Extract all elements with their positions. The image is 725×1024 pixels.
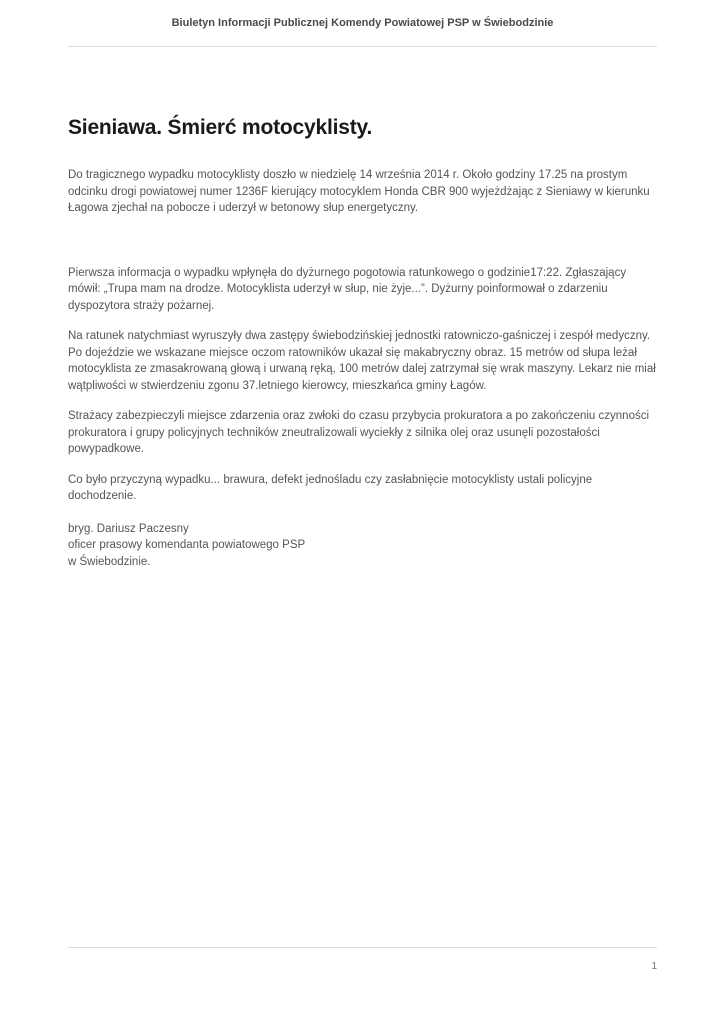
header-divider <box>68 46 657 47</box>
article-paragraph: Na ratunek natychmiast wyruszyły dwa zastępy świebodzińskiej jednostki ratowniczo-gaśniczej i zespół medyczny. Po dojeździe we wskazane miejsce oczom ratowników ukazał się makabryczny obraz. 15 metrów od słupa leżał motocyklista ze zmasakrowaną głową i urwaną ręką, 100 metrów dalej zatrzymał się wrak maszyny. Lekarz nie miał wątpliwości w stwierdzeniu zgonu 37.letniego kierowcy, mieszkańca gminy Łagów. <box>68 330 656 392</box>
article-paragraph: Strażacy zabezpieczyli miejsce zdarzenia oraz zwłoki do czasu przybycia prokuratora a po zakończeniu czynności prokuratora i grupy policyjnych techników zneutralizowali wyciekły z silnika olej oraz usunęli pozostałości powypadkowe. <box>68 410 650 455</box>
article-lead-paragraph: Do tragicznego wypadku motocyklisty doszło w niedzielę 14 września 2014 r. Około godziny 17.25 na prostym odcinku drogi powiatowej numer 1236F kierujący motocyklem Honda CBR 900 wyjeżdżając z Sieniawy w kierunku Łagowa zjechał na pobocze i uderzył w betonowy słup energetyczny. <box>68 169 650 214</box>
article-signature <box>68 521 657 571</box>
signature-line-role: oficer prasowy komendanta powiatowego PSP <box>68 539 306 551</box>
footer-divider <box>68 947 657 948</box>
page-number: 1 <box>651 961 657 972</box>
page-footer <box>68 947 657 973</box>
document-header-title: Biuletyn Informacji Publicznej Komendy Powiatowej PSP w Świebodzinie <box>171 17 554 29</box>
article-paragraph: Co było przyczyną wypadku... brawura, defekt jednośladu czy zasłabnięcie motocyklisty ustali policyjne dochodzenie. <box>68 473 593 502</box>
article-body <box>68 265 657 571</box>
article-title: Sieniawa. Śmierć motocyklisty. <box>68 116 373 139</box>
signature-line-author: bryg. Dariusz Paczesny <box>68 522 189 535</box>
article-paragraph: Pierwsza informacja o wypadku wpłynęła do dyżurnego pogotowia ratunkowego o godzinie17:22. Zgłaszający mówił: „Trupa mam na drodze. Motocyklista uderzył w słup, nie żyje...”. Dyżurny poinformował o zdarzeniu dyspozytora straży pożarnej. <box>68 266 627 312</box>
signature-line-location: w Świebodzinie. <box>68 555 151 568</box>
